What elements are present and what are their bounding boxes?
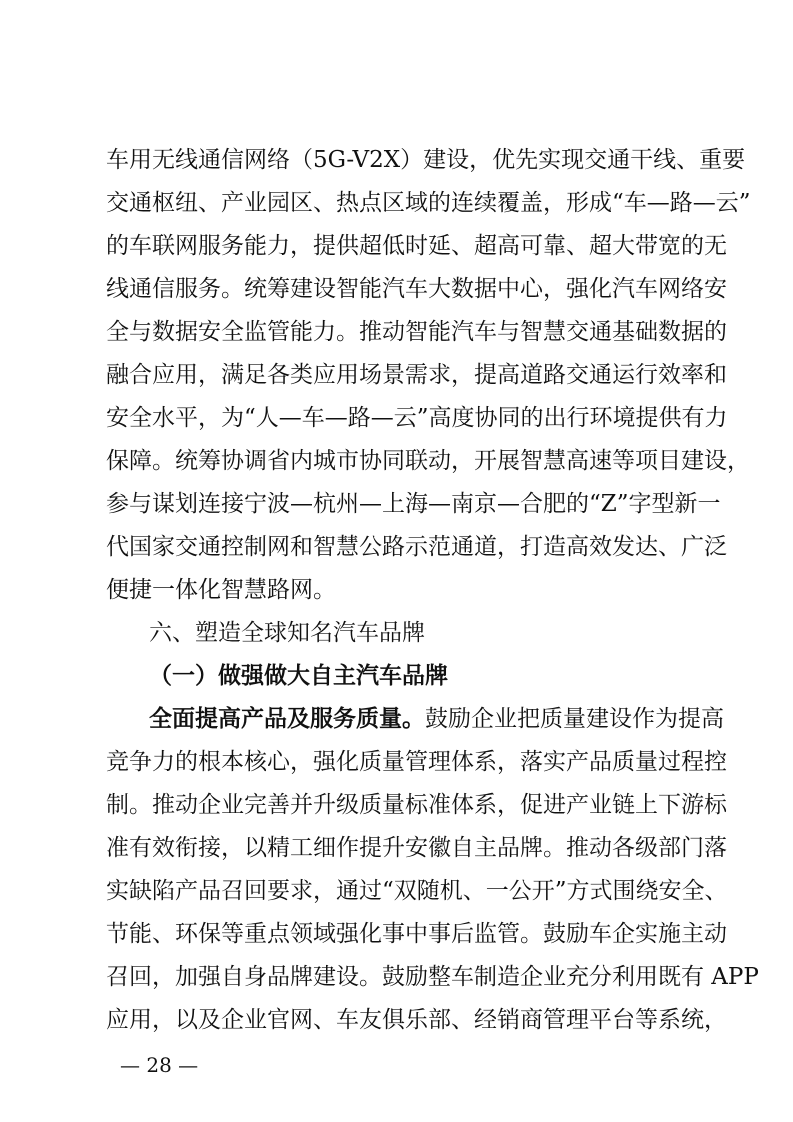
paragraph-1-line-9: 参与谋划连接宁波—杭州—上海—南京—合肥的“Z”字型新一 bbox=[106, 491, 721, 517]
paragraph-2-lead: 全面提高产品及服务质量。 bbox=[149, 706, 425, 732]
page-number: — 28 — bbox=[120, 1053, 199, 1077]
paragraph-2-line-7: 召回，加强自身品牌建设。鼓励整车制造企业充分利用既有 APP bbox=[106, 964, 759, 990]
paragraph-2-line-8: 应用，以及企业官网、车友俱乐部、经销商管理平台等系统， bbox=[106, 1007, 727, 1033]
paragraph-2-line-4: 准有效衔接，以精工细作提升安徽自主品牌。推动各级部门落 bbox=[106, 835, 727, 861]
paragraph-2-line-1 bbox=[149, 699, 724, 739]
paragraph-1-line-1: 车用无线通信网络（5G-V2X）建设，优先实现交通干线、重要 bbox=[106, 147, 746, 173]
paragraph-1-line-3: 的车联网服务能力，提供超低时延、超高可靠、超大带宽的无 bbox=[106, 233, 727, 259]
paragraph-2-line-3: 制。推动企业完善并升级质量标准体系，促进产业链上下游标 bbox=[106, 792, 727, 818]
paragraph-1-line-2: 交通枢纽、产业园区、热点区域的连续覆盖，形成“车—路—云” bbox=[106, 190, 751, 216]
subsection-heading: （一）做强做大自主汽车品牌 bbox=[149, 663, 448, 689]
paragraph-2-line-6: 节能、环保等重点领域强化事中事后监管。鼓励车企实施主动 bbox=[106, 921, 727, 947]
paragraph-1-line-10: 代国家交通控制网和智慧公路示范通道，打造高效发达、广泛 bbox=[106, 534, 727, 560]
section-heading: 六、塑造全球知名汽车品牌 bbox=[149, 620, 425, 646]
paragraph-1-line-5: 全与数据安全监管能力。推动智能汽车与智慧交通基础数据的 bbox=[106, 319, 727, 345]
paragraph-1-line-11: 便捷一体化智慧路网。 bbox=[106, 577, 336, 603]
paragraph-1-line-6: 融合应用，满足各类应用场景需求，提高道路交通运行效率和 bbox=[106, 362, 727, 388]
paragraph-2-line-1-rest: 鼓励企业把质量建设作为提高 bbox=[425, 706, 724, 732]
paragraph-1-line-7: 安全水平，为“人—车—路—云”高度协同的出行环境提供有力 bbox=[106, 405, 728, 431]
paragraph-2-line-2: 竞争力的根本核心，强化质量管理体系，落实产品质量过程控 bbox=[106, 749, 727, 775]
paragraph-2-line-5: 实缺陷产品召回要求，通过“双随机、一公开”方式围绕安全、 bbox=[106, 878, 728, 904]
paragraph-1-line-8: 保障。统筹协调省内城市协同联动，开展智慧高速等项目建设， bbox=[106, 448, 750, 474]
paragraph-1-line-4: 线通信服务。统筹建设智能汽车大数据中心，强化汽车网络安 bbox=[106, 276, 727, 302]
